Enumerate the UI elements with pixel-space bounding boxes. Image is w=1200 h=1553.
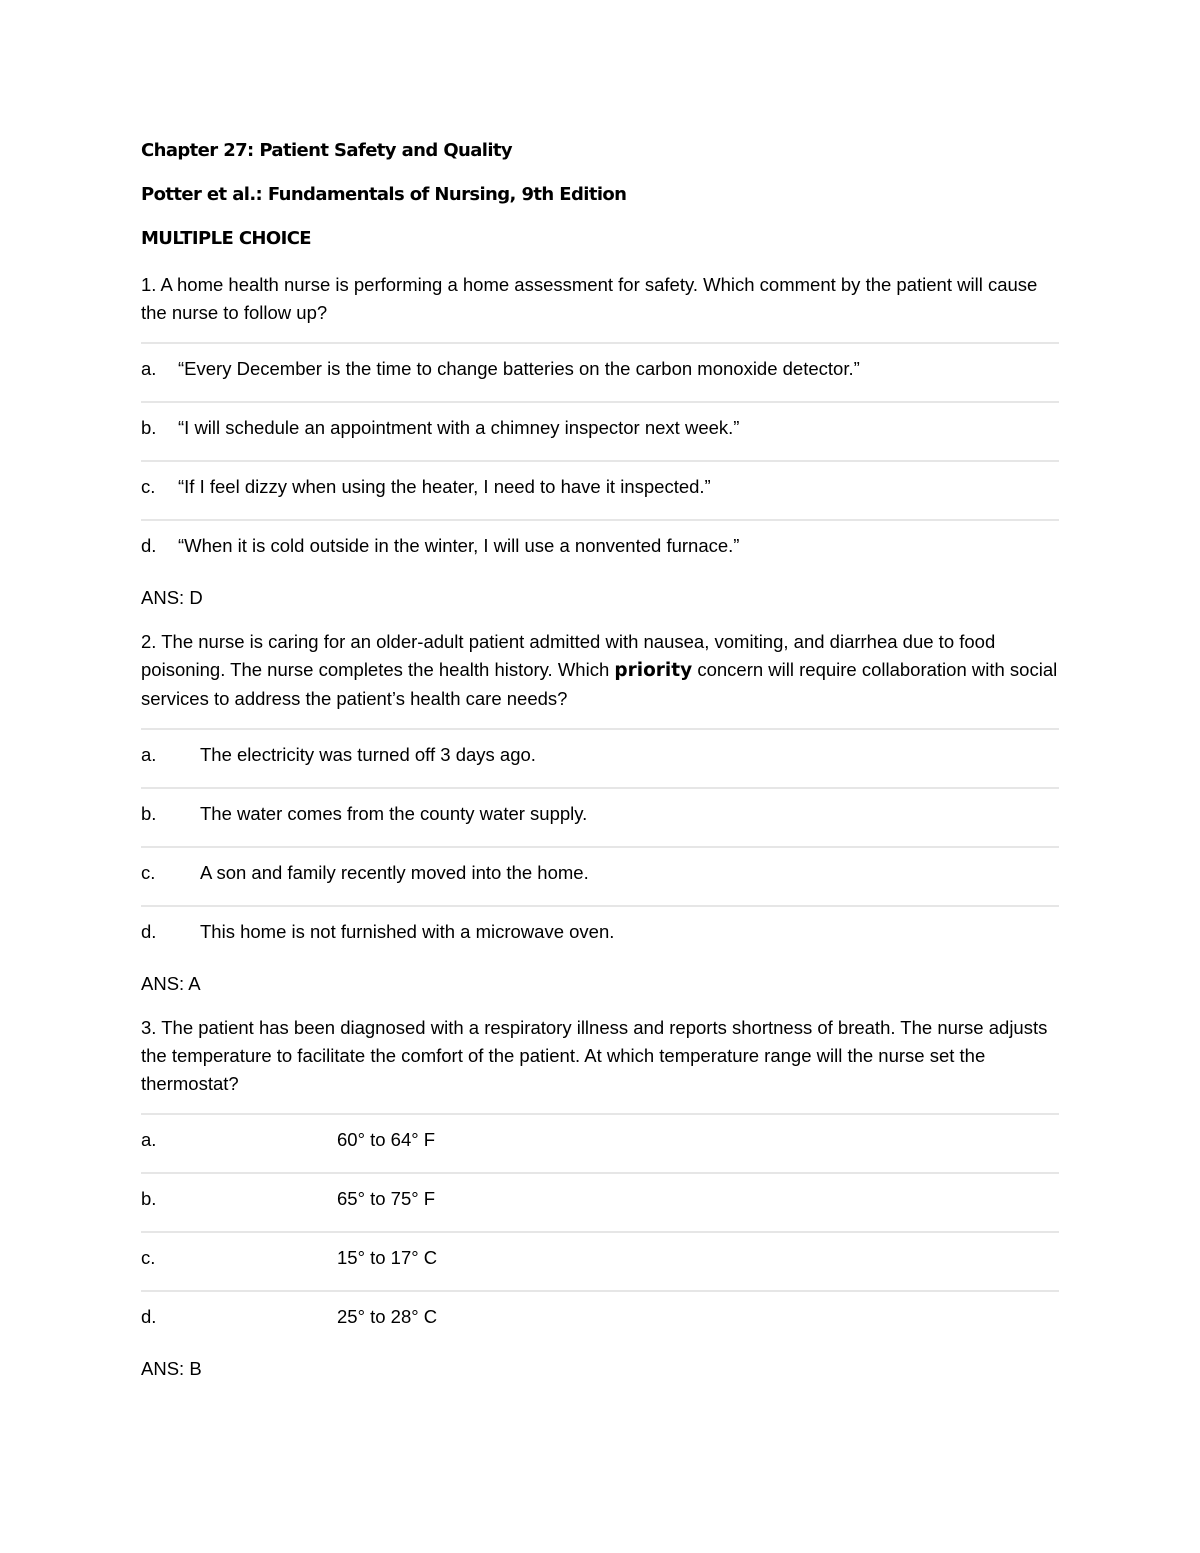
option-b <box>141 787 1059 846</box>
chapter-title: Chapter 27: Patient Safety and Quality <box>141 140 513 161</box>
option-d <box>141 905 1059 955</box>
question-stem <box>141 628 1059 713</box>
question-2 <box>141 628 1059 997</box>
option-text: A son and family recently moved into the home. <box>200 862 589 883</box>
question-1 <box>141 271 1059 611</box>
option-b <box>141 401 1059 460</box>
question-stem <box>141 271 1059 327</box>
option-letter: c. <box>141 476 156 497</box>
option-letter: a. <box>141 744 157 765</box>
question-stem-text: 2. The nurse is caring for an older-adult patient admitted with nausea, vomiting, and diarrhea due to food poisoning. The nurse completes the health history. Which <box>141 631 996 680</box>
option-text: This home is not furnished with a microwave oven. <box>200 921 615 942</box>
option-text: “If I feel dizzy when using the heater, I need to have it inspected.” <box>178 476 711 497</box>
option-text: 60° to 64° F <box>337 1129 436 1150</box>
option-letter: b. <box>141 803 157 824</box>
option-letter: a. <box>141 358 157 379</box>
option-letter: c. <box>141 862 156 883</box>
emphasized-word: priority <box>614 660 693 681</box>
option-text: “I will schedule an appointment with a chimney inspector next week.” <box>178 417 740 438</box>
option-letter: b. <box>141 417 157 438</box>
book-title: Potter et al.: Fundamentals of Nursing, 9th Edition <box>141 184 627 205</box>
answer-key: ANS: D <box>141 587 203 608</box>
option-letter: d. <box>141 535 157 556</box>
answer-options <box>141 1113 1059 1340</box>
option-text: 65° to 75° F <box>337 1188 436 1209</box>
option-c <box>141 846 1059 905</box>
option-text: “Every December is the time to change batteries on the carbon monoxide detector.” <box>178 358 860 379</box>
question-stem <box>141 1014 1059 1098</box>
option-b <box>141 1172 1059 1231</box>
option-d <box>141 519 1059 569</box>
answer-key: ANS: A <box>141 973 201 994</box>
question-stem-text: 1. A home health nurse is performing a home assessment for safety. Which comment by the patient will cause the nurse to follow up? <box>141 274 1038 323</box>
option-a <box>141 1113 1059 1172</box>
option-text: The electricity was turned off 3 days ago. <box>200 744 536 765</box>
option-text: The water comes from the county water supply. <box>200 803 588 824</box>
option-text: 25° to 28° C <box>337 1306 438 1327</box>
document-page <box>141 138 1059 1399</box>
answer-options <box>141 728 1059 955</box>
option-a <box>141 728 1059 787</box>
option-letter: d. <box>141 1306 157 1327</box>
option-letter: b. <box>141 1188 157 1209</box>
option-text: “When it is cold outside in the winter, I will use a nonvented furnace.” <box>178 535 740 556</box>
question-stem-text: 3. The patient has been diagnosed with a respiratory illness and reports shortness of breath. The nurse adjusts the temperature to facilitate the comfort of the patient. At which temperature range will the nurse set the thermostat? <box>141 1017 1048 1094</box>
option-letter: c. <box>141 1247 156 1268</box>
question-3 <box>141 1014 1059 1382</box>
option-letter: a. <box>141 1129 157 1150</box>
question-stem-text: concern will require collaboration with social services to address the patient’s health care needs? <box>141 659 1058 709</box>
option-c <box>141 1231 1059 1290</box>
option-a <box>141 342 1059 401</box>
section-title: MULTIPLE CHOICE <box>141 228 311 249</box>
option-letter: d. <box>141 921 157 942</box>
answer-key: ANS: B <box>141 1358 202 1379</box>
answer-options <box>141 342 1059 569</box>
option-d <box>141 1290 1059 1340</box>
option-c <box>141 460 1059 519</box>
option-text: 15° to 17° C <box>337 1247 438 1268</box>
